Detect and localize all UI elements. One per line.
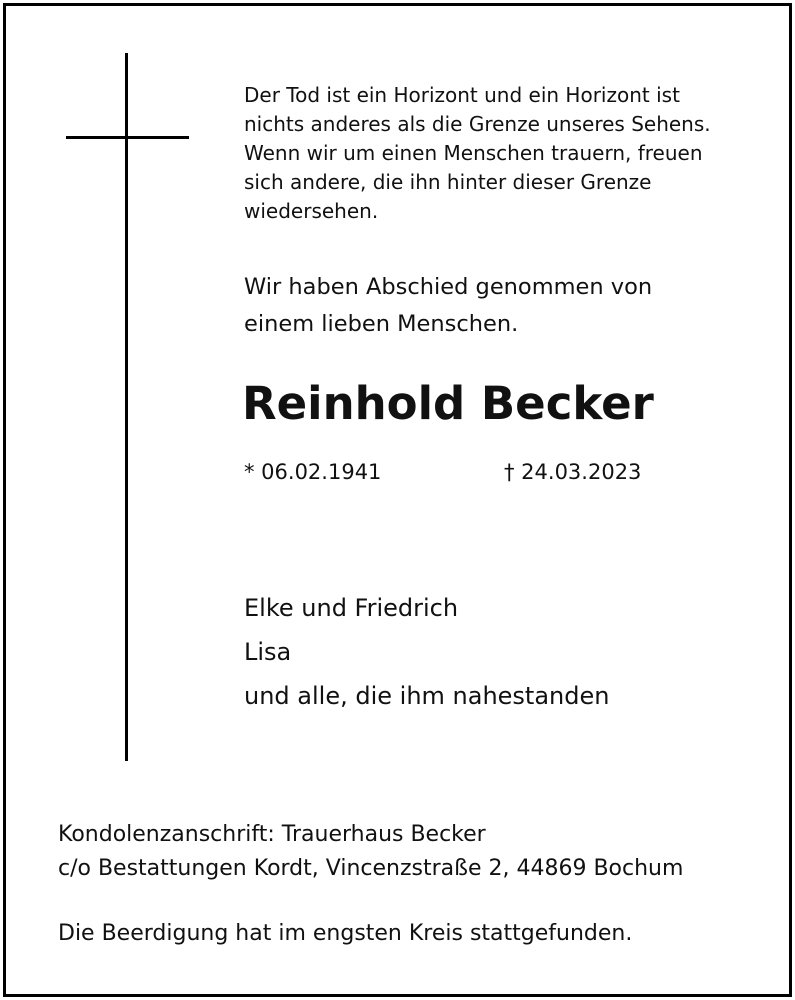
mourner-line: Lisa	[244, 638, 292, 666]
quote-line: Wenn wir um einen Menschen trauern, freuen	[244, 141, 703, 165]
memorial-quote	[244, 81, 784, 226]
condolence-line: c/o Bestattungen Kordt, Vincenzstraße 2, 44869 Bochum	[58, 856, 684, 881]
cross-icon-horizontal	[66, 136, 189, 139]
condolence-line: Kondolenzanschrift: Trauerhaus Becker	[58, 822, 486, 847]
funeral-note: Die Beerdigung hat im engsten Kreis stattgefunden.	[58, 921, 633, 946]
cross-icon-vertical	[125, 53, 128, 761]
farewell-line: einem lieben Menschen.	[244, 311, 519, 337]
deceased-name: Reinhold Becker	[242, 377, 654, 430]
condolence-address	[58, 818, 683, 886]
birth-date: * 06.02.1941	[244, 460, 382, 484]
mourners-list	[244, 586, 609, 718]
quote-line: nichts anderes als die Grenze unseres Sehens.	[244, 112, 711, 136]
quote-line: Der Tod ist ein Horizont und ein Horizont ist	[244, 83, 680, 107]
quote-line: sich andere, die ihn hinter dieser Grenze	[244, 170, 652, 194]
quote-line: wiedersehen.	[244, 199, 379, 223]
farewell-text	[244, 269, 764, 343]
mourner-line: und alle, die ihm nahestanden	[244, 682, 610, 710]
farewell-line: Wir haben Abschied genommen von	[244, 274, 653, 300]
death-date: † 24.03.2023	[504, 460, 642, 484]
mourner-line: Elke und Friedrich	[244, 594, 459, 622]
